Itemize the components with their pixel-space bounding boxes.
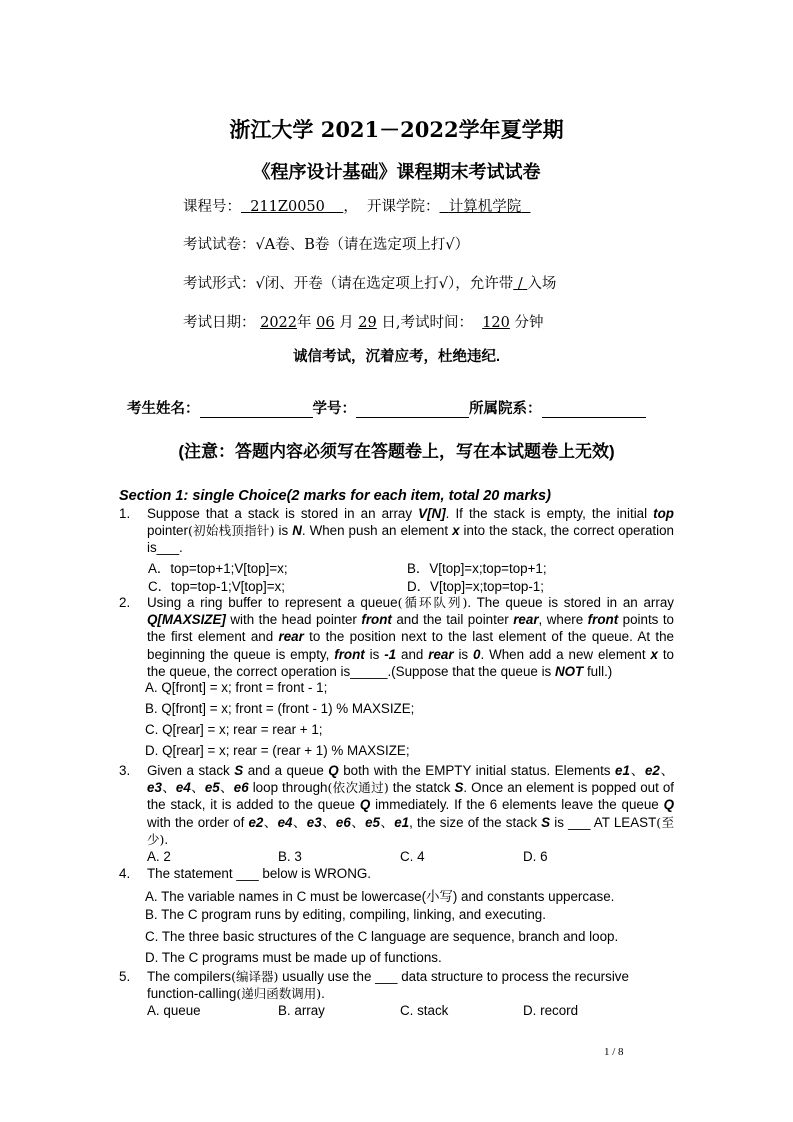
question-text: Given a stack S and a queue Q both with the EMPTY initial status. Elements e1、e2、e3、e4、e5、e6 loop through(依次通过) the statck S. Once an element is popped out of the stack, it is added to the queue Q immediately. If the 6 elements leave the queue Q with the order of e2、e4、e3、e6、e5、e1, the size of the stack S is ___ AT LEAST(至少). (147, 763, 675, 847)
q2-option-a: A. Q[front] = x; front = front - 1; (145, 680, 328, 695)
course-info-line: 课程号： 211Z0050 ， 开课学院： 计算机学院 (183, 195, 530, 216)
question-3 (119, 762, 674, 848)
allowed-items: / (517, 276, 523, 292)
q1-option-d: D．V[top]=x;top=top-1; (407, 579, 544, 594)
exam-day: 29 (358, 315, 377, 331)
paper-type-line: 考试试卷：√A卷、B卷（请在选定项上打√） (183, 237, 470, 253)
question-number: 2. (119, 595, 131, 610)
exam-title: 浙江大学 2021－2022学年夏学期 (229, 117, 564, 142)
student-dept-label: 所属院系： (469, 401, 542, 417)
student-info-line (127, 397, 646, 418)
question-number: 5. (119, 969, 131, 984)
question-1 (119, 505, 674, 557)
question-2 (119, 594, 674, 680)
q5-option-c: C. stack (400, 1003, 449, 1018)
q3-option-a: A. 2 (147, 849, 171, 864)
q4-option-a: A. The variable names in C must be lowercase(小写) and constants uppercase. (145, 889, 615, 904)
q1-option-a: A．top=top+1;V[top]=x; (148, 561, 288, 576)
q1-option-b: B．V[top]=x;top=top+1; (407, 561, 547, 576)
exam-form-line: 考试形式：√闭、开卷（请在选定项上打√），允许带 / 入场 (183, 276, 557, 292)
question-4 (119, 865, 674, 882)
q3-option-d: D. 6 (523, 849, 548, 864)
q2-option-b: B. Q[front] = x; front = (front - 1) % MAXSIZE; (145, 701, 415, 716)
exam-month: 06 (316, 315, 335, 331)
question-text: Using a ring buffer to represent a queue(循环队列). The queue is stored in an array Q[MAXSIZE] with the head pointer front and the tail pointer rear, where front points to the first element and rear to the position next to the last element of the queue. At the beginning the queue is empty, front is -1 and rear is 0. When add a new element x to the queue, the correct operation is_____.(Suppose that the queue is NOT full.) (147, 595, 675, 679)
q4-option-c: C. The three basic structures of the C language are sequence, branch and loop. (145, 929, 619, 944)
student-name-field[interactable] (200, 402, 313, 418)
question-text: Suppose that a stack is stored in an array V[N]. If the stack is empty, the initial top pointer(初始栈顶指针) is N. When push an element x into the stack, the correct operation is___. (147, 506, 674, 556)
college: 计算机学院 (448, 199, 522, 215)
question-text: The statement ___ below is WRONG. (147, 866, 372, 881)
student-id-label: 学号： (312, 401, 356, 417)
course-no-label: 课程号： (183, 199, 241, 215)
integrity-motto: 诚信考试，沉着应考，杜绝违纪. (292, 349, 501, 365)
answer-notice: (注意：答题内容必须写在答题卷上，写在本试题卷上无效) (178, 442, 615, 461)
course-no: 211Z0050 (250, 199, 325, 215)
student-id-field[interactable] (356, 402, 469, 418)
q2-option-d: D. Q[rear] = x; rear = (rear + 1) % MAXSIZE; (145, 743, 410, 758)
exam-year: 2022 (260, 315, 298, 331)
exam-duration: 120 (482, 315, 510, 331)
question-number: 4. (119, 866, 131, 881)
section-title: Section 1: single Choice(2 marks for each item, total 20 marks) (119, 488, 551, 504)
q5-option-b: B. array (278, 1003, 325, 1018)
q3-option-c: C. 4 (400, 849, 425, 864)
question-5 (119, 968, 674, 1002)
question-text: The compilers(编译器) usually use the ___ data structure to process the recursive function-calling(递归函数调用). (147, 969, 629, 1002)
page-number: 1 / 8 (604, 1046, 624, 1058)
q5-option-a: A. queue (147, 1003, 201, 1018)
q3-option-b: B. 3 (278, 849, 302, 864)
student-name-label: 考生姓名： (127, 401, 200, 417)
student-dept-field[interactable] (542, 402, 646, 418)
q5-option-d: D. record (523, 1003, 579, 1018)
q2-option-c: C. Q[rear] = x; rear = rear + 1; (145, 722, 323, 737)
question-number: 1. (119, 506, 131, 521)
question-number: 3. (119, 763, 131, 778)
q4-option-b: B. The C program runs by editing, compiling, linking, and executing. (145, 907, 546, 922)
course-title: 《程序设计基础》课程期末考试试卷 (252, 162, 541, 183)
exam-date-line: 考试日期： 2022年 06 月 29 日,考试时间： 120 分钟 (183, 315, 544, 331)
q1-option-c: C．top=top-1;V[top]=x; (148, 579, 285, 594)
q4-option-d: D. The C programs must be made up of functions. (145, 950, 442, 965)
college-label: 开课学院： (367, 199, 440, 215)
